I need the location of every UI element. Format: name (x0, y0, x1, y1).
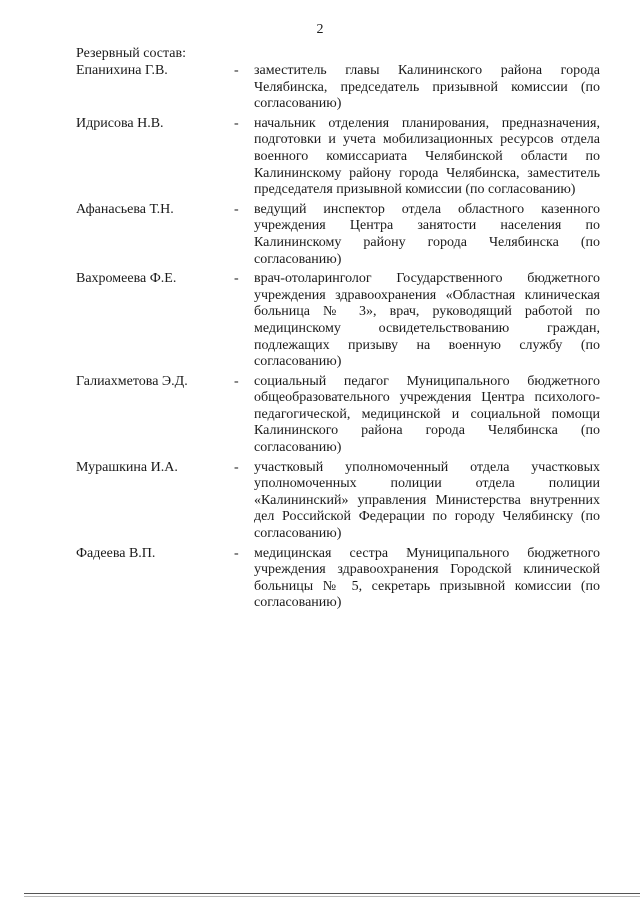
list-item (76, 271, 600, 371)
list-item (76, 63, 600, 113)
scan-edge-shadow (24, 896, 640, 897)
member-name: Фадеева В.П. (76, 545, 156, 561)
member-position: начальник отделения планирования, предназначения, подготовки и учета мобилизационных ресурсов отдела военного комиссариата Челябинской области по Калининскому району города Челябинска, заместитель председателя призывной комиссии (по согласованию) (254, 115, 600, 198)
scan-edge-line (24, 893, 640, 894)
member-name: Вахромеева Ф.Е. (76, 271, 177, 287)
dash-separator: - (234, 201, 239, 217)
list-item (76, 546, 600, 612)
dash-separator: - (234, 115, 239, 131)
dash-separator: - (234, 545, 239, 561)
list-item (76, 202, 600, 268)
member-position: врач-отоларинголог Государственного бюджетного учреждения здравоохранения «Областная клиническая больница № 3», врач, руководящий работой по медицинскому освидетельствованию граждан, подлежащих призыву на военную службу (по согласованию) (254, 271, 600, 370)
member-name: Афанасьева Т.Н. (76, 201, 174, 217)
member-position: заместитель главы Калининского района города Челябинска, председатель призывной комиссии (по согласованию) (254, 63, 600, 112)
member-position: ведущий инспектор отдела областного казенного учреждения Центра занятости населения по Калининскому району города Челябинска (по согласованию) (254, 201, 600, 267)
dash-separator: - (234, 271, 239, 287)
list-item (76, 116, 600, 199)
list-item (76, 374, 600, 457)
reserve-members-list (76, 63, 600, 612)
dash-separator: - (234, 63, 239, 78)
dash-separator: - (234, 459, 239, 475)
list-item (76, 460, 600, 543)
member-name: Идрисова Н.В. (76, 115, 164, 131)
section-title: Резервный состав: (76, 46, 187, 61)
member-name: Галиахметова Э.Д. (76, 373, 188, 389)
member-name: Епанихина Г.В. (76, 63, 168, 78)
dash-separator: - (234, 373, 239, 389)
page-number: 2 (316, 22, 324, 37)
member-position: социальный педагог Муниципального бюджетного общеобразовательного учреждения Центра психолого-педагогической, медицинской и социальной помощи Калининского района города Челябинска (по согласованию) (254, 373, 600, 456)
member-position: медицинская сестра Муниципального бюджетного учреждения здравоохранения Городской клинической больницы № 5, секретарь призывной комиссии (по согласованию) (254, 545, 600, 611)
member-position: участковый уполномоченный отдела участковых уполномоченных полиции отдела полиции «Калининский» управления Министерства внутренних дел Российской Федерации по городу Челябинску (по согласованию) (254, 459, 600, 542)
member-name: Мурашкина И.А. (76, 459, 178, 475)
